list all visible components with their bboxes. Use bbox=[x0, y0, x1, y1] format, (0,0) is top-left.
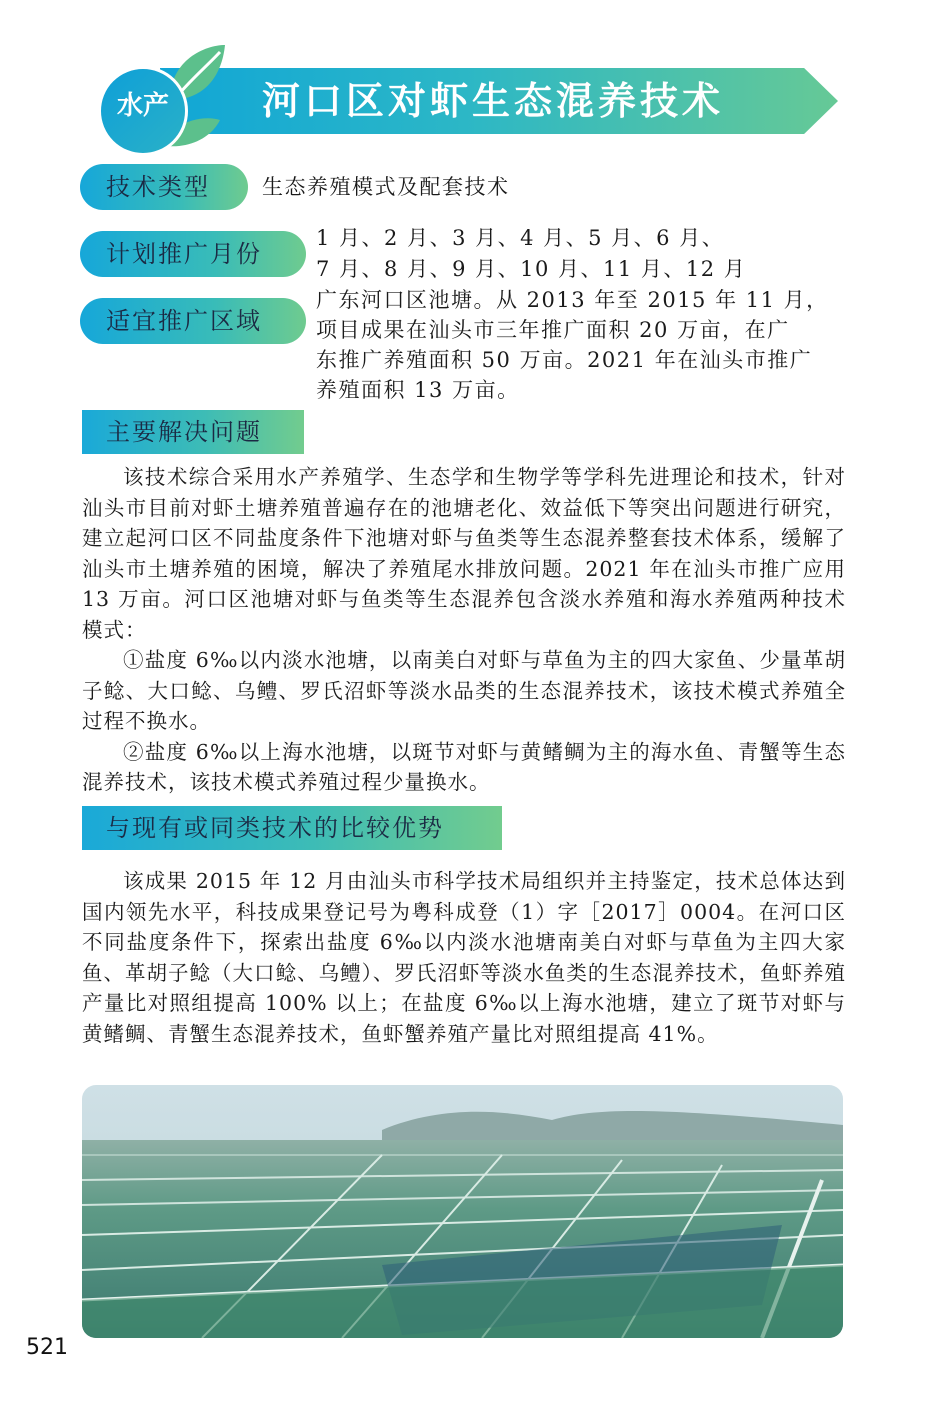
region-line-1: 广东河口区池塘。从 2013 年至 2015 年 11 月， bbox=[316, 288, 829, 312]
paragraph: ①盐度 6‰以内淡水池塘，以南美白对虾与草鱼为主的四大家鱼、少量革胡子鲶、大口鲶、乌鳢、罗氏沼虾等淡水品类的生态混养技术，该技术模式养殖全过程不换水。 bbox=[82, 648, 846, 733]
tech-type-value: 生态养殖模式及配套技术 bbox=[262, 175, 510, 199]
region-line-4: 养殖面积 13 万亩。 bbox=[316, 378, 520, 402]
section-advantages-body bbox=[82, 866, 846, 1049]
paragraph: 该技术综合采用水产养殖学、生态学和生物学等学科先进理论和技术，针对汕头市目前对虾土塘养殖普遍存在的池塘老化、效益低下等突出问题进行研究，建立起河口区不同盐度条件下池塘对虾与鱼类等生态混养整套技术体系，缓解了汕头市土塘养殖的困境，解决了养殖尾水排放问题。2021 年在汕头市推广应用 13 万亩。河口区池塘对虾与鱼类等生态混养包含淡水养殖和海水养殖两种技术模式： bbox=[82, 465, 846, 642]
months-line-1: 1 月、2 月、3 月、4 月、5 月、6 月、 bbox=[316, 226, 725, 250]
page-title: 河口区对虾生态混养技术 bbox=[262, 79, 725, 123]
section-heading-advantages: 与现有或同类技术的比较优势 bbox=[82, 806, 502, 850]
aerial-pond-photo bbox=[82, 1085, 843, 1338]
tech-type-label: 技术类型 bbox=[80, 164, 248, 210]
paragraph: ②盐度 6‰以上海水池塘，以斑节对虾与黄鳍鲷为主的海水鱼、青蟹等生态混养技术，该技术模式养殖过程少量换水。 bbox=[82, 739, 846, 794]
region-label: 适宜推广区域 bbox=[80, 298, 306, 344]
region-line-3: 东推广养殖面积 50 万亩。2021 年在汕头市推广 bbox=[316, 348, 813, 372]
section-heading-problems: 主要解决问题 bbox=[82, 410, 304, 454]
months-line-2: 7 月、8 月、9 月、10 月、11 月、12 月 bbox=[316, 257, 747, 281]
paragraph: 该成果 2015 年 12 月由汕头市科学技术局组织并主持鉴定，技术总体达到国内领先水平，科技成果登记号为粤科成登（1）字［2017］0004。在河口区不同盐度条件下，探索出盐度 6‰以内淡水池塘南美白对虾与草鱼为主四大家鱼、革胡子鲶（大口鲶、乌鳢）、罗氏沼虾等淡水鱼类的生态混养技术，鱼虾养殖产量比对照组提高 100% 以上；在盐度 6‰以上海水池塘，建立了斑节对虾与黄鳍鲷、青蟹生态混养技术，鱼虾蟹养殖产量比对照组提高 41%。 bbox=[82, 869, 846, 1046]
page-number: 521 bbox=[26, 1335, 68, 1360]
category-label: 水产 bbox=[116, 91, 169, 121]
months-label: 计划推广月份 bbox=[80, 231, 306, 277]
section-problems-body bbox=[82, 462, 846, 798]
region-line-2: 项目成果在汕头市三年推广面积 20 万亩，在广 bbox=[316, 318, 790, 342]
